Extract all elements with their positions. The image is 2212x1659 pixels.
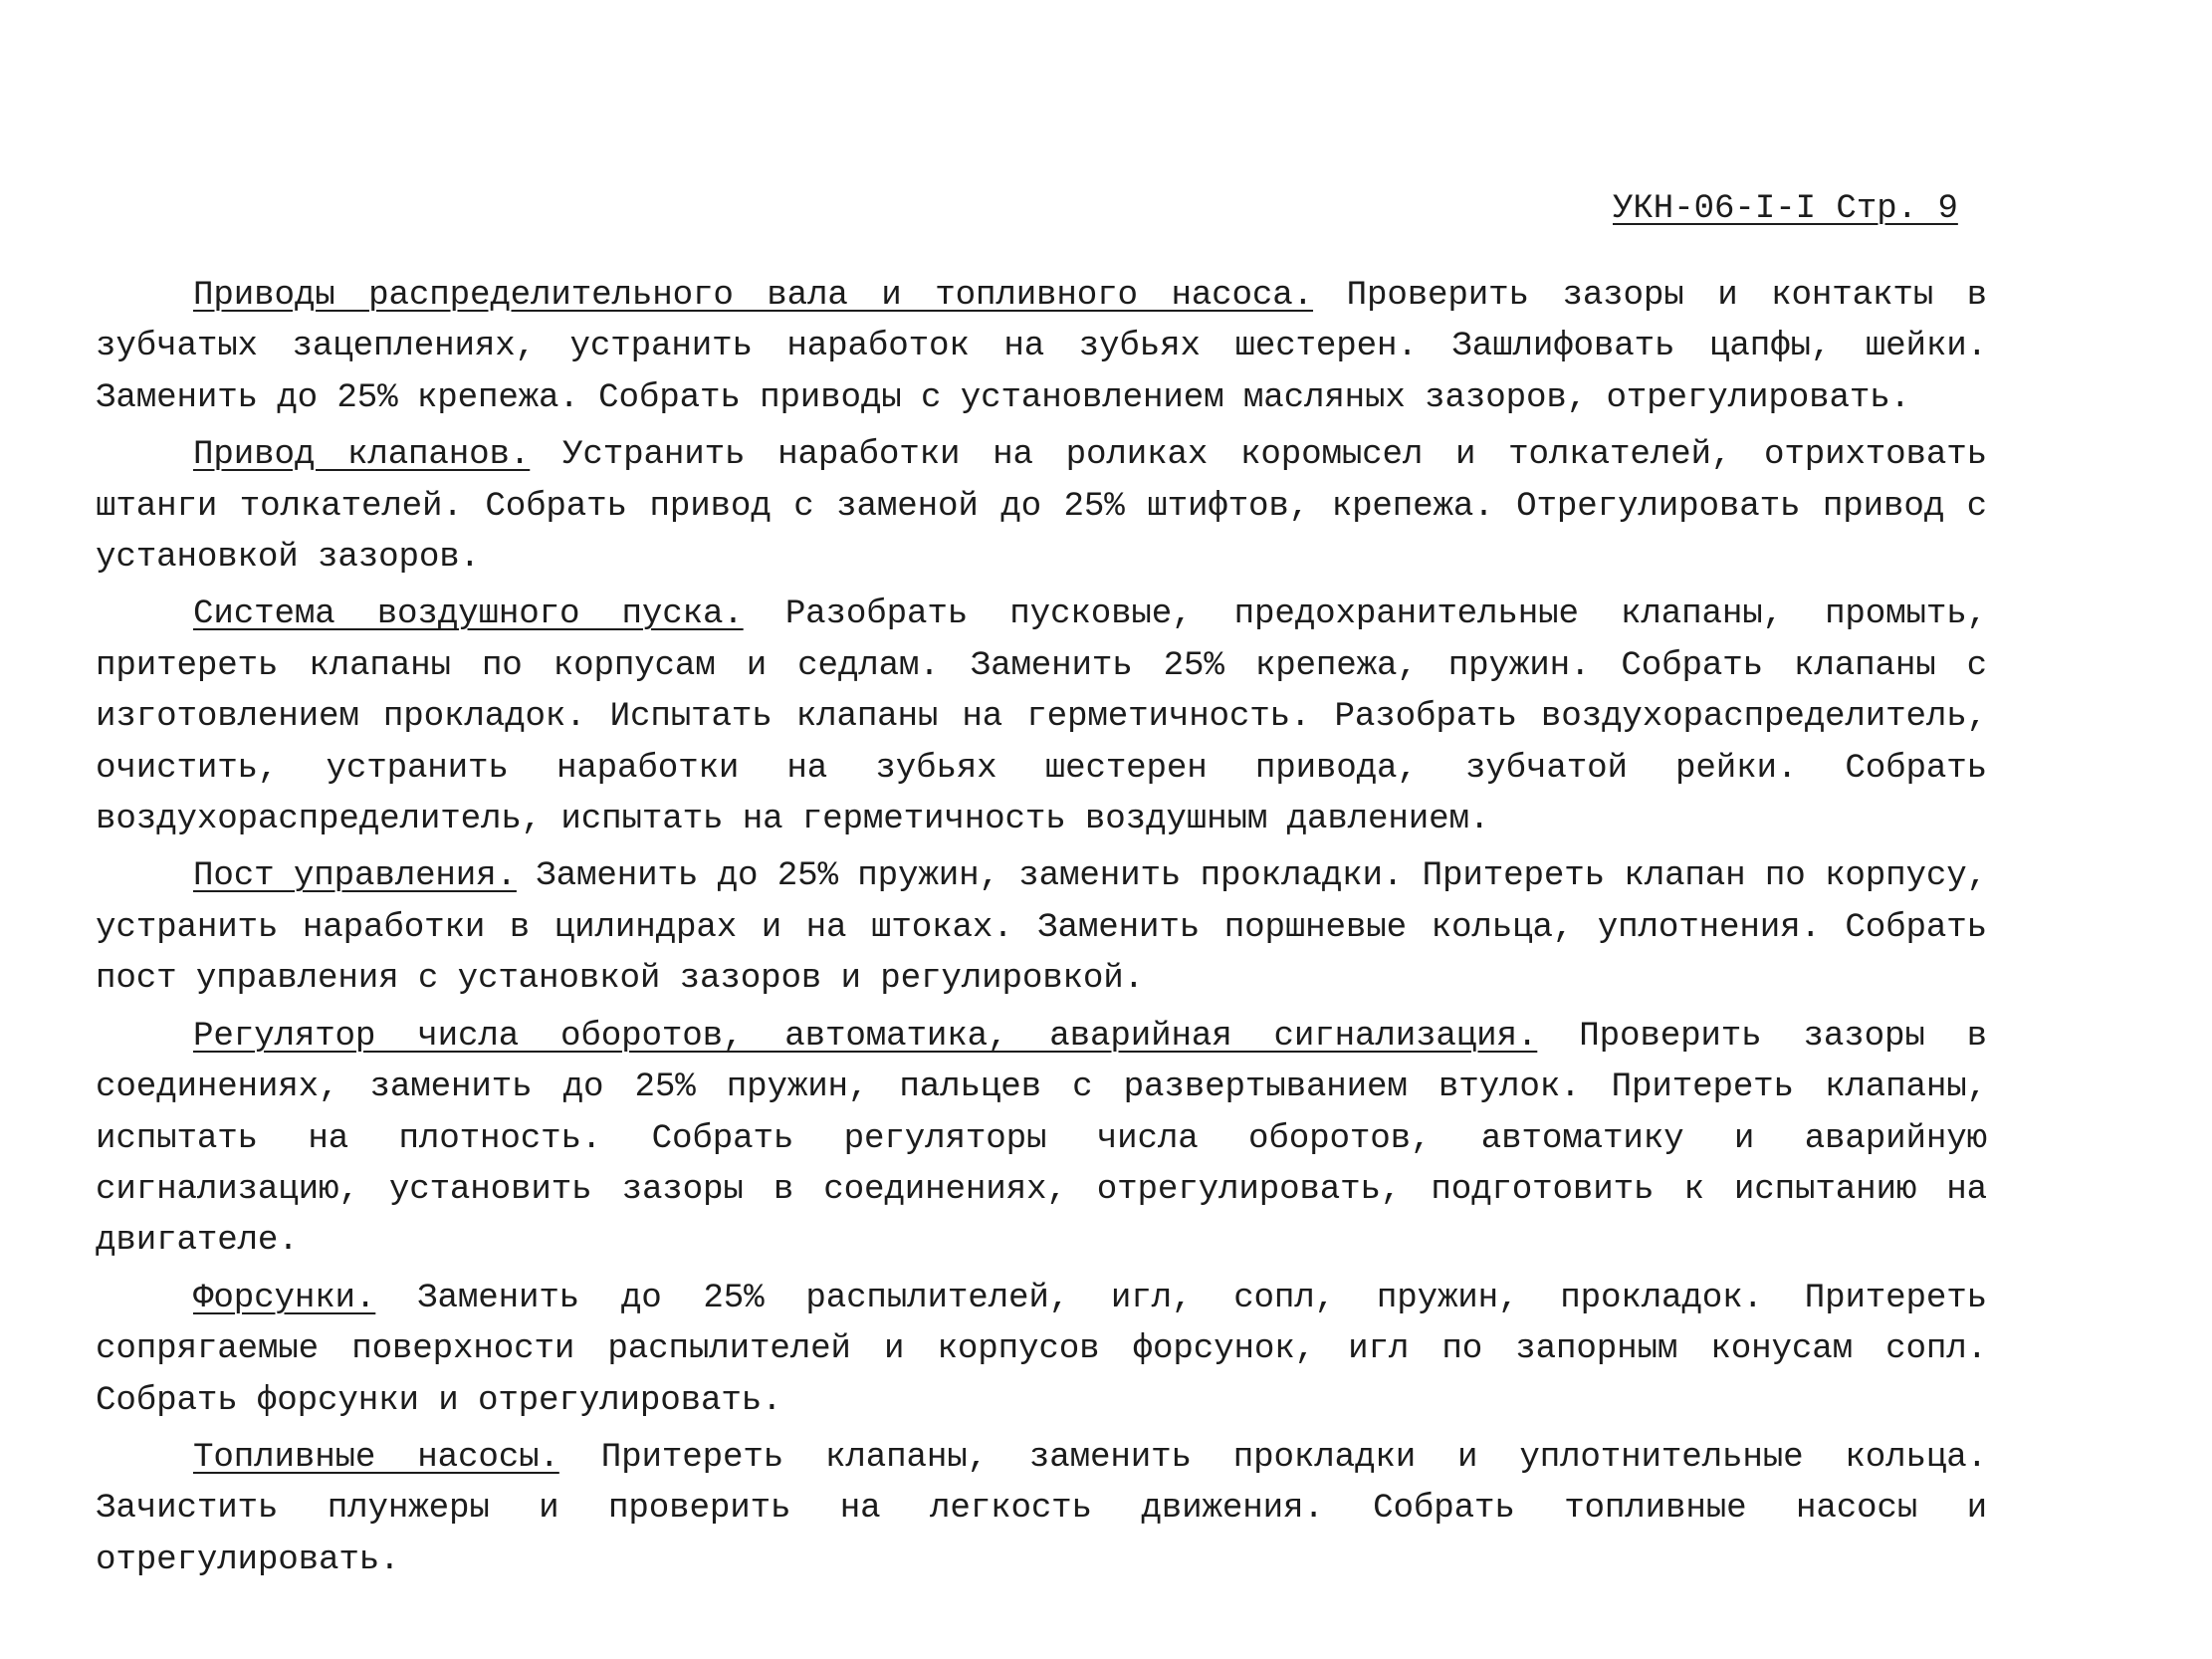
paragraph-title: Система воздушного пуска. [193, 595, 744, 634]
paragraph-speed-regulator [96, 1012, 1987, 1268]
paragraph-text: Устранить наработки на роликах коромысел и толкателей, отрихтовать штанги толкателей. Собрать привод с заменой до 25% штифтов, крепежа. Отрегулировать привод с установкой зазоров. [96, 436, 1987, 578]
page-header-code: УКН-06-I-I Стр. 9 [1613, 190, 1958, 228]
paragraph-fuel-pumps [96, 1433, 1987, 1586]
paragraph-text: Проверить зазоры в соединениях, заменить до 25% пружин, пальцев с развертыванием втулок. Притереть клапаны, испытать на плотность. Собрать регуляторы числа оборотов, автоматику и аварийную сигнализацию, установить зазоры в соединениях, отрегулировать, подготовить к испытанию на двигателе. [96, 1017, 1988, 1261]
paragraph-air-start-system [96, 590, 1987, 845]
paragraph-text: Проверить зазоры и контакты в зубчатых зацеплениях, устранить наработок на зубьях шестерен. Зашлифовать цапфы, шейки. Заменить до 25% крепежа. Собрать приводы с установлением масляных зазоров, отрегулировать. [96, 277, 1987, 417]
paragraph-title: Топливные насосы. [193, 1438, 559, 1477]
paragraph-injectors [96, 1274, 1987, 1427]
paragraph-text: Разобрать пусковые, предохранительные клапаны, промыть, притереть клапаны по корпусам и седлам. Заменить 25% крепежа, пружин. Собрать клапаны с изготовлением прокладок. Испытать клапаны на герметичность. Разобрать воздухораспределитель, очистить, устранить наработки на зубьях шестерен привода, зубчатой рейки. Собрать воздухораспределитель, испытать на герметичность воздушным давлением. [96, 595, 1987, 839]
paragraph-control-post [96, 851, 1987, 1005]
paragraph-title: Приводы распределительного вала и топливного насоса. [193, 277, 1314, 315]
paragraph-text: Притереть клапаны, заменить прокладки и уплотнительные кольца. Зачистить плунжеры и проверить на легкость движения. Собрать топливные насосы и отрегулировать. [96, 1438, 1987, 1579]
paragraph-title: Пост управления. [193, 857, 517, 896]
paragraph-title: Регулятор числа оборотов, автоматика, аварийная сигнализация. [193, 1017, 1538, 1056]
paragraph-text: Заменить до 25% распылителей, игл, сопл, пружин, прокладок. Притереть сопрягаемые поверхности распылителей и корпусов форсунок, игл по запорным конусам сопл. Собрать форсунки и отрегулировать. [96, 1279, 1987, 1420]
paragraph-text: Заменить до 25% пружин, заменить прокладки. Притереть клапан по корпусу, устранить наработки в цилиндрах и на штоках. Заменить поршневые кольца, уплотнения. Собрать пост управления с установкой зазоров и регулировкой. [96, 857, 1987, 999]
paragraph-valve-drive [96, 430, 1987, 584]
document-body [96, 271, 1987, 1592]
paragraph-camshaft-drives [96, 271, 1987, 424]
paragraph-title: Привод клапанов. [193, 436, 531, 475]
paragraph-title: Форсунки. [193, 1279, 376, 1317]
